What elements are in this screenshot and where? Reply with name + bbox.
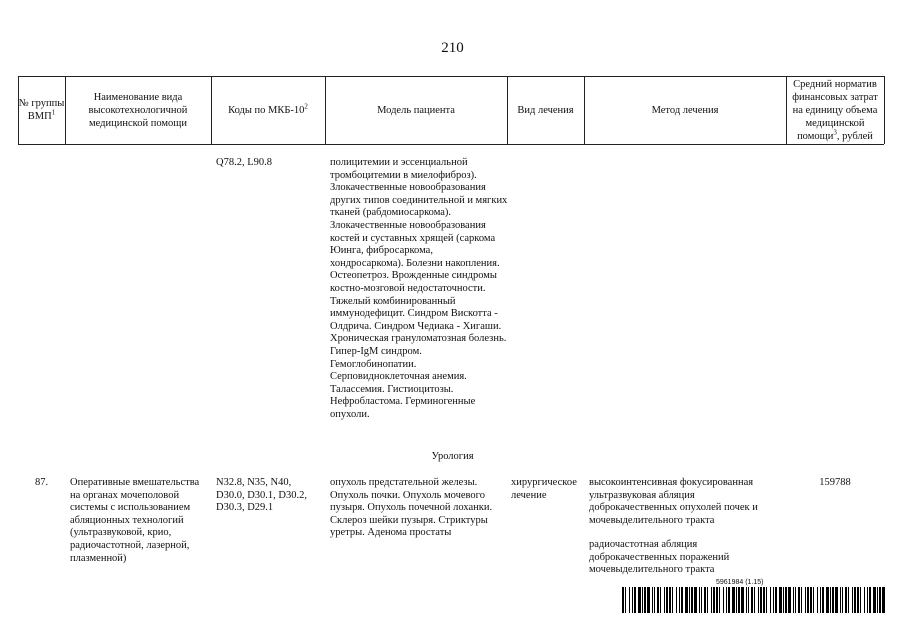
header-cost-norm: Средний норматив финансовых затрат на единицу объема медицинской помощи$^3$, рублей	[792, 78, 878, 142]
header-patient-model: Модель пациента	[377, 104, 455, 116]
continuation-patient-model: полицитемии и эссенциальной тромбоцитемии в миелофиброз). Злокачественные новообразования других типов соединительной и мягких тканей (рабдомиосаркома). Злокачественные новообразования костей и суставных хрящей (саркома Юинга, фибросаркома, хондросаркома). Болезни накопления. Остеопетроз. Врожденные синдромы костно-мозговой недостаточности. Тяжелый комбинированный иммунодефицит. Синдром Вискотта - Олдрича. Синдром Чедиака - Хигаши. Хроническая грануломатозная болезнь. Гипер-IgM синдром. Гемоглобинопатии. Серповидноклеточная анемия. Талассемия. Гистиоцитозы. Нефробластома. Герминогенные опухоли.	[330, 157, 508, 420]
row-patient-model: опухоль предстательной железы. Опухоль почки. Опухоль мочевого пузыря. Опухоль почечной лоханки. Склероз шейки пузыря. Стриктуры уретры. Аденома простаты	[330, 477, 493, 539]
header-icd-codes: Коды по МКБ-$10^2$	[228, 102, 308, 116]
barcode-number: 5961984 (1.15)	[716, 579, 764, 586]
header-care-type: Наименование вида высокотехнологичной медицинской помощи	[88, 91, 188, 129]
continuation-codes: Q78.2, L90.8	[216, 157, 272, 168]
header-treatment-method: Метод лечения	[651, 104, 719, 116]
header-treatment-type: Вид лечения	[517, 104, 574, 116]
header-bottom-rule	[18, 144, 884, 145]
row-care-type: Оперативные вмешательства на органах мочеполовой системы с использованием абляционных технологий (ультразвуковой, крио, радиочастотной, лазерной, плазменной)	[70, 477, 200, 564]
section-title: Урология	[431, 451, 474, 462]
header-group-number: № группы ВМП$^1$	[18, 98, 65, 122]
page-number: 210	[441, 40, 464, 56]
row-icd-codes: N32.8, N35, N40, D30.0, D30.1, D30.2, D30.3, D29.1	[216, 477, 307, 514]
row-method-2: радиочастотная абляция доброкачественных поражений мочевыделительного тракта	[589, 539, 730, 576]
row-method-1: высокоинтенсивная фокусированная ультразвуковая абляция доброкачественных опухолей почек и мочевыделительного тракта	[589, 477, 758, 526]
row-cost: 159788	[819, 477, 851, 488]
barcode	[622, 587, 888, 613]
col-border	[884, 76, 885, 144]
row-treatment-type: хирургическое лечение	[511, 477, 577, 501]
row-number: 87.	[35, 477, 49, 488]
